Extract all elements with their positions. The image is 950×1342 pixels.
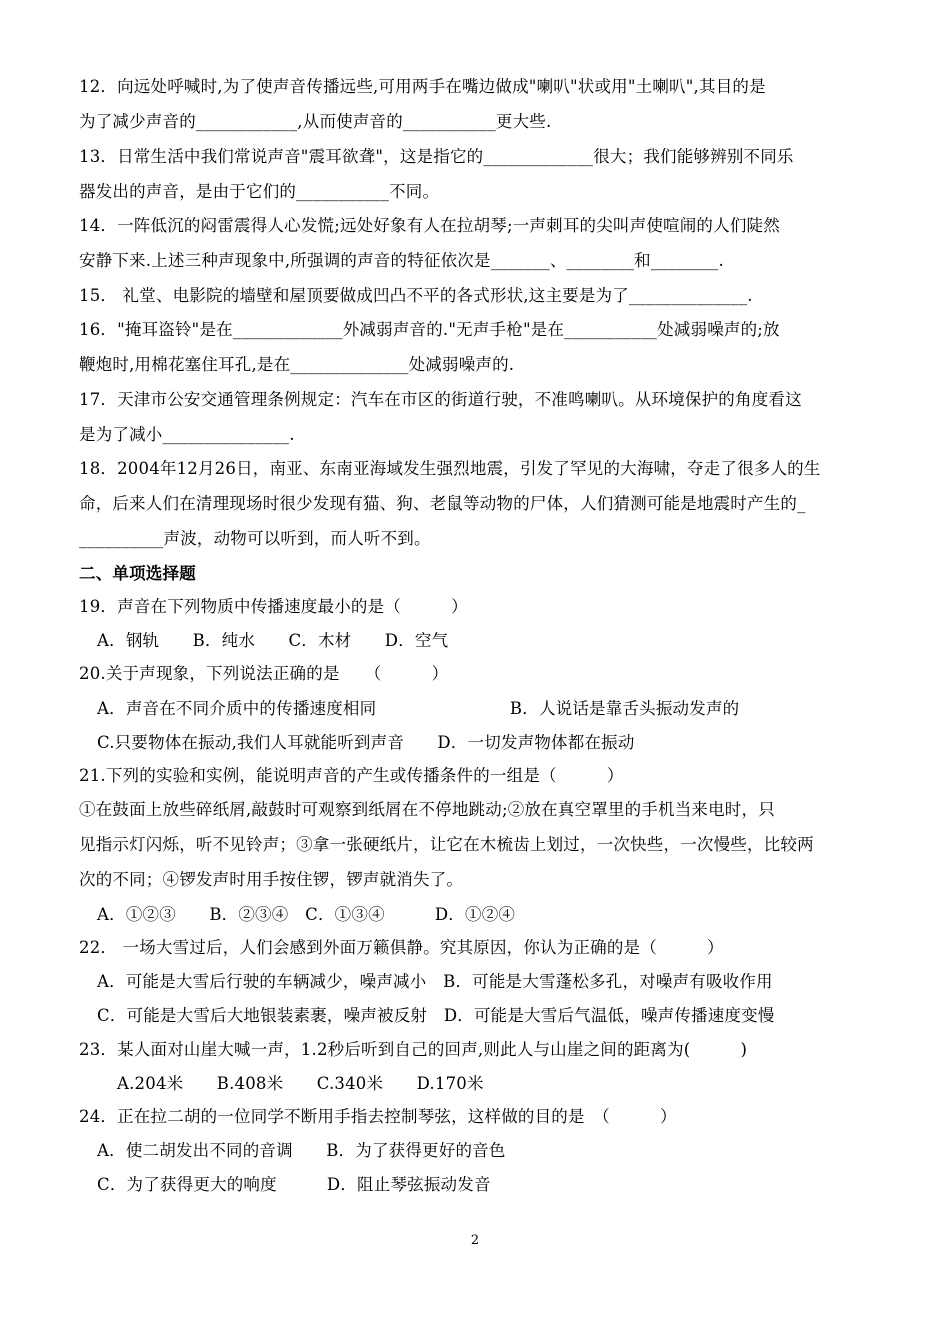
q19-options: A．钢轨 B．纯水 C．木材 D．空气 — [97, 631, 449, 650]
q21-body-2: 见指示灯闪烁，听不见铃声；③拿一张硬纸片，让它在木梳齿上划过，一次快些，一次慢些，比较两 — [79, 835, 814, 854]
q21-body-1: ①在鼓面上放些碎纸屑,敲鼓时可观察到纸屑在不停地跳动;②放在真空罩里的手机当来电时，只 — [79, 800, 775, 819]
q24-options-2: C．为了获得更大的响度 D．阻止琴弦振动发音 — [97, 1175, 491, 1194]
q14-line-2: 安静下来.上述三种声现象中,所强调的声音的特征依次是_______、________和________. — [79, 251, 724, 270]
q21-body-3: 次的不同；④锣发声时用手按住锣，锣声就消失了。 — [79, 870, 464, 889]
q23-options: A.204米 B.408米 C.340米 D.170米 — [117, 1074, 484, 1093]
q20-question: 20.关于声现象，下列说法正确的是 （ ） — [79, 664, 449, 683]
q17-line-1: 17．天津市公安交通管理条例规定：汽车在市区的街道行驶，不准鸣喇叭。从环境保护的角度看这 — [79, 390, 802, 409]
q22-options-2: C．可能是大雪后大地银装素裹，噪声被反射 D．可能是大雪后气温低，噪声传播速度变慢 — [97, 1006, 775, 1025]
q12-line-2: 为了减少声音的____________,从而使声音的___________更大些. — [79, 112, 552, 131]
q19-question: 19．声音在下列物质中传播速度最小的是（ ） — [79, 597, 468, 616]
page-number: 2 — [470, 1233, 480, 1248]
q13-line-1: 13．日常生活中我们常说声音"震耳欲聋"，这是指它的_____________很大；我们能够辨别不同乐 — [79, 147, 794, 166]
q22-options-1: A．可能是大雪后行驶的车辆减少，噪声减小 B．可能是大雪蓬松多孔，对噪声有吸收作用 — [97, 972, 773, 991]
q13-line-2: 器发出的声音，是由于它们的___________不同。 — [79, 182, 440, 201]
q20-options-1: A．声音在不同介质中的传播速度相同 B．人说话是靠舌头振动发声的 — [97, 699, 740, 718]
q22-question: 22． 一场大雪过后，人们会感到外面万籁俱静。究其原因，你认为正确的是（ ） — [79, 938, 724, 957]
q14-line-1: 14．一阵低沉的闷雷震得人心发慌;远处好象有人在拉胡琴;一声刺耳的尖叫声使喧闹的人们陡然 — [79, 216, 780, 235]
section-heading: 二、单项选择题 — [79, 564, 196, 583]
q21-question: 21.下列的实验和实例，能说明声音的产生或传播条件的一组是（ ） — [79, 766, 624, 785]
q18-line-2: 命，后来人们在清理现场时很少发现有猫、狗、老鼠等动物的尸体，人们猜测可能是地震时产生的_ — [79, 494, 806, 513]
q24-question: 24．正在拉二胡的一位同学不断用手指去控制琴弦，这样做的目的是 （ ） — [79, 1107, 677, 1126]
q20-options-2: C.只要物体在振动,我们人耳就能听到声音 D．一切发声物体都在振动 — [97, 733, 635, 752]
q17-line-2: 是为了减小_______________. — [79, 425, 295, 444]
q23-question: 23．某人面对山崖大喊一声，1.2秒后听到自己的回声,则此人与山崖之间的距离为( ) — [79, 1040, 748, 1059]
q16-line-2: 鞭炮时,用棉花塞住耳孔,是在______________处减弱噪声的. — [79, 355, 515, 374]
q18-line-1: 18．2004年12月26日，南亚、东南亚海域发生强烈地震，引发了罕见的大海啸，夺走了很多人的生 — [79, 459, 821, 478]
q16-line-1: 16．"掩耳盗铃"是在_____________外减弱声音的."无声手枪"是在___________处减弱噪声的;放 — [79, 320, 780, 339]
q18-line-3: __________声波，动物可以听到，而人听不到。 — [79, 529, 431, 548]
q21-options: A．①②③ B．②③④ C．①③④ D．①②④ — [97, 905, 516, 924]
q24-options-1: A．使二胡发出不同的音调 B．为了获得更好的音色 — [97, 1141, 506, 1160]
q12-line-1: 12．向远处呼喊时,为了使声音传播远些,可用两手在嘴边做成"喇叭"状或用"土喇叭",其目的是 — [79, 77, 766, 96]
q15-line-1: 15． 礼堂、电影院的墙壁和屋顶要做成凹凸不平的各式形状,这主要是为了______________. — [79, 286, 753, 305]
